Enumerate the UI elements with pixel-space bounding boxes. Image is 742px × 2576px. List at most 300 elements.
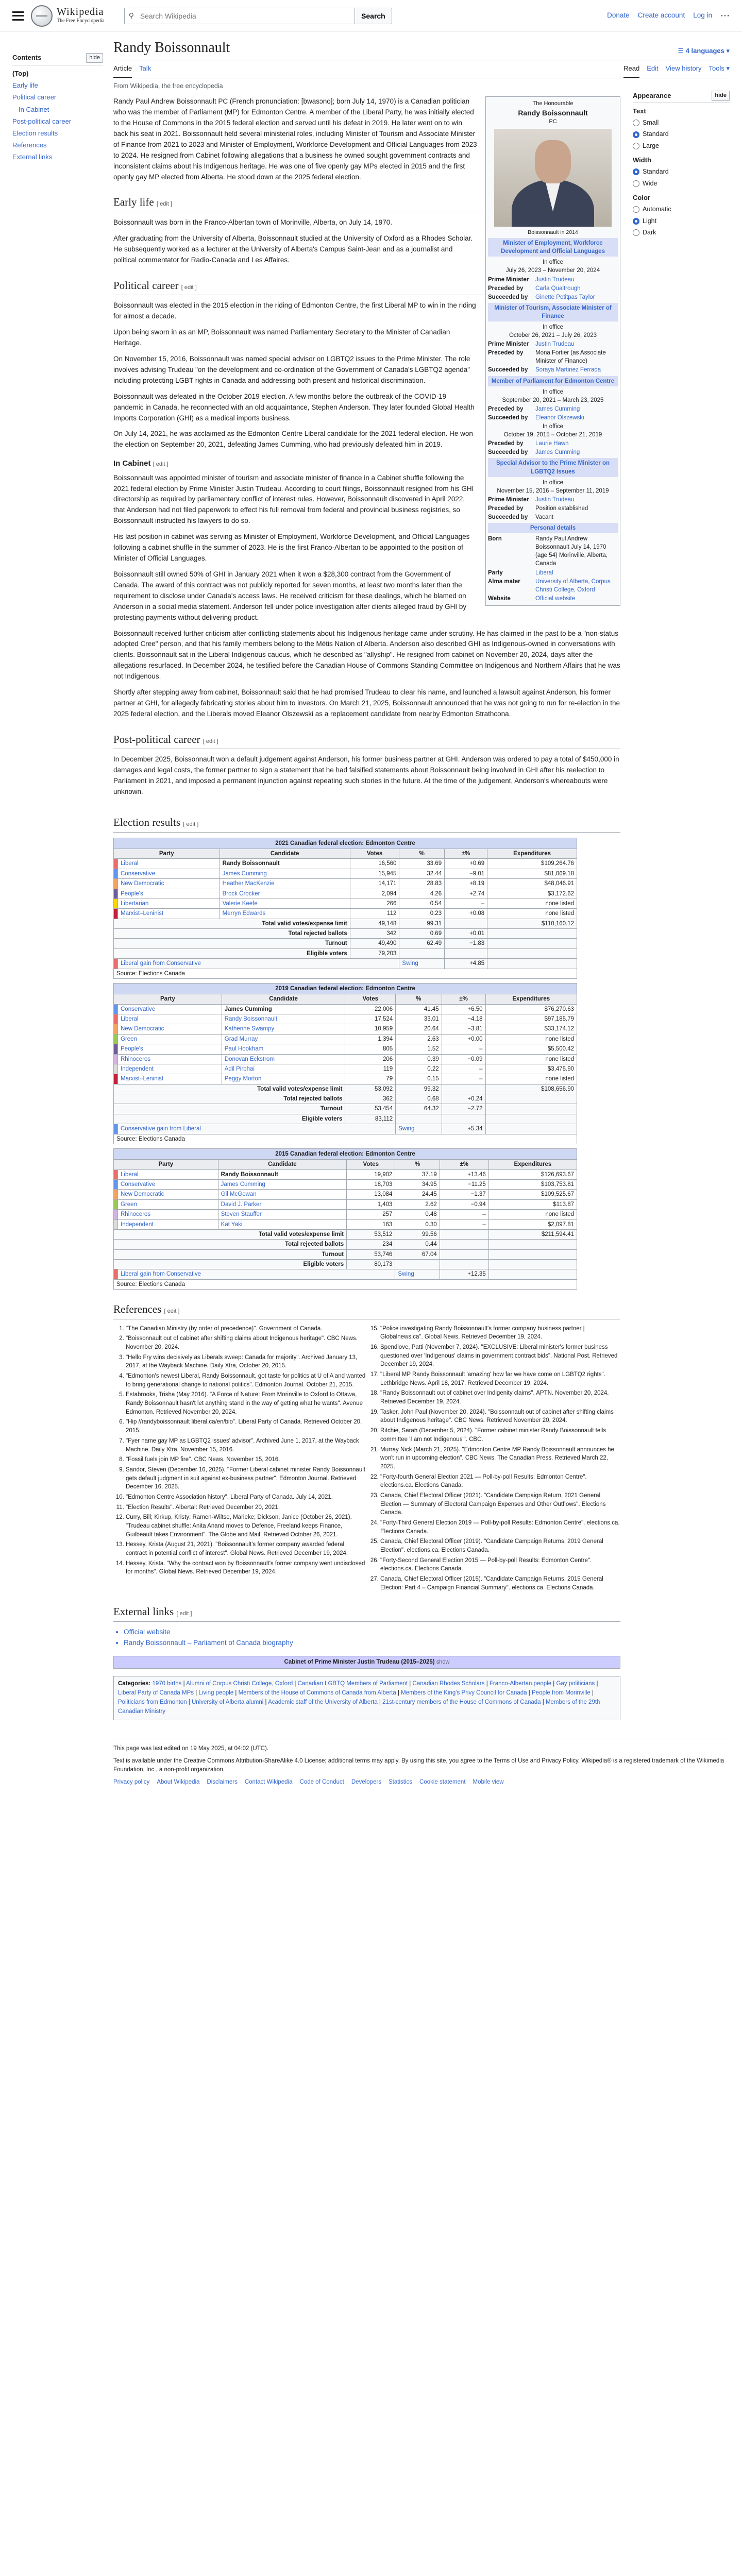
candidate-name[interactable]: James Cumming	[218, 1180, 346, 1190]
total-change	[445, 948, 487, 958]
table-row	[114, 1170, 577, 1179]
toc-item[interactable]: External links	[12, 153, 53, 161]
party-name[interactable]: Liberal	[118, 1014, 222, 1024]
expenditures: $33,174.12	[485, 1024, 577, 1034]
total-percent	[396, 1114, 442, 1124]
vote-percent: 37.19	[395, 1170, 440, 1179]
infobox-office-term: In office	[542, 479, 564, 486]
search-button[interactable]: Search	[355, 8, 392, 24]
candidate-name[interactable]: David J. Parker	[218, 1199, 346, 1209]
table-row	[114, 1044, 577, 1054]
gain-text[interactable]: Liberal gain from Conservative	[118, 959, 399, 969]
vote-change: +2.74	[445, 889, 487, 899]
edit-link[interactable]: [ edit ]	[176, 1611, 192, 1617]
candidate-name[interactable]: Merryn Edwards	[220, 909, 350, 919]
edit-link[interactable]: [ edit ]	[183, 821, 199, 828]
reference-item: 23. Canada, Chief Electoral Officer (2021). "Candidate Campaign Return, 2021 General Election — Summary of Electoral Campaign Expenses and Other Outflows". Elections Canada.	[380, 1492, 620, 1517]
total-label: Total rejected ballots	[114, 929, 350, 939]
infobox-value: Position established	[535, 505, 588, 512]
infobox-label: Succeeded by	[488, 414, 528, 421]
page-title: Randy Boissonnault	[113, 40, 230, 56]
vote-change: +0.00	[442, 1034, 485, 1044]
party-name[interactable]: People's	[118, 1044, 222, 1054]
candidate-name[interactable]: Katherine Swampy	[222, 1024, 345, 1034]
party-color-swatch	[114, 1269, 118, 1279]
total-label: Eligible voters	[114, 1260, 347, 1269]
election-table-caption	[113, 1148, 577, 1159]
category-link[interactable]: Franco-Albertan people	[489, 1681, 552, 1687]
infobox-row	[488, 366, 618, 374]
party-color-swatch	[114, 1054, 118, 1064]
reference-item: 16. Spendlove, Patti (November 7, 2024). "EXCLUSIVE: Liberal minister's former business questioned over 'Indigenous' claims in government contract bids". National Post. Retrieved December 19, 2024.	[380, 1343, 620, 1369]
party-name[interactable]: Independent	[118, 1219, 218, 1229]
total-label: Turnout	[114, 1104, 345, 1114]
vote-change: +0.08	[445, 909, 487, 919]
party-name[interactable]: Libertarian	[118, 899, 220, 908]
from-wikipedia: From Wikipedia, the free encyclopedia	[113, 82, 223, 90]
party-color-swatch	[114, 1024, 118, 1034]
external-links-list	[113, 1627, 620, 1649]
table-row	[114, 859, 577, 869]
category-link[interactable]: Politicians from Edmonton	[118, 1699, 187, 1706]
category-link[interactable]: Members of the House of Commons of Canada from Alberta	[238, 1690, 396, 1697]
election-table	[113, 838, 577, 979]
party-name[interactable]: Conservative	[118, 1180, 218, 1190]
vote-count: 266	[350, 899, 399, 908]
party-color-swatch	[114, 959, 118, 969]
footer-link[interactable]: Disclaimers	[207, 1779, 238, 1786]
candidate-name[interactable]: Kat Yaki	[218, 1219, 346, 1229]
party-name[interactable]: New Democratic	[118, 1024, 222, 1034]
appearance-option[interactable]	[633, 129, 730, 139]
expenditures: none listed	[485, 1034, 577, 1044]
external-link[interactable]: • Official website	[124, 1627, 620, 1638]
candidate-name[interactable]: Donovan Eckstrom	[222, 1054, 345, 1064]
column-header: ±%	[442, 994, 485, 1004]
toc-item[interactable]: Post-political career	[12, 117, 72, 125]
vote-percent: 24.45	[395, 1190, 440, 1199]
party-name[interactable]: Green	[118, 1034, 222, 1044]
source-text: Source: Elections Canada	[114, 1134, 577, 1144]
option-label: Dark	[643, 228, 656, 236]
expenditures: $97,185.79	[485, 1014, 577, 1024]
vote-change: +8.19	[445, 879, 487, 889]
party-color-swatch	[114, 889, 118, 899]
vote-change: +0.69	[445, 859, 487, 869]
footer-link[interactable]: Developers	[351, 1779, 382, 1786]
gain-text[interactable]: Conservative gain from Liberal	[118, 1124, 396, 1134]
vote-count: 17,524	[345, 1014, 396, 1024]
language-button[interactable]: ☰ 4 languages ▾	[678, 47, 730, 55]
infobox-section-header[interactable]: Personal details	[488, 523, 618, 533]
infobox-row	[488, 569, 618, 577]
vote-percent: 33.01	[396, 1014, 442, 1024]
vote-percent: 41.45	[396, 1004, 442, 1014]
infobox-row	[488, 276, 618, 284]
candidate-name[interactable]: Peggy Morton	[222, 1074, 345, 1084]
total-change	[445, 919, 487, 928]
edit-link[interactable]: [ edit ]	[153, 461, 168, 468]
vote-change: +6.50	[442, 1004, 485, 1014]
navbox-toggle[interactable]: show	[436, 1658, 450, 1665]
footer-link[interactable]: About Wikipedia	[157, 1779, 200, 1786]
total-votes: 49,148	[350, 919, 399, 928]
total-row	[114, 1240, 577, 1249]
total-change: +0.24	[442, 1094, 485, 1104]
infobox-label: Preceded by	[488, 440, 524, 447]
infobox-label: Succeeded by	[488, 367, 528, 374]
total-percent	[399, 948, 445, 958]
infobox-value[interactable]: Eleanor Olszewski	[535, 414, 584, 421]
column-header: Candidate	[218, 1160, 346, 1170]
candidate-name[interactable]: Valerie Keefe	[220, 899, 350, 908]
total-change: −1.83	[445, 939, 487, 948]
candidate-name: Randy Boissonnault	[218, 1170, 346, 1179]
appearance-hide-button[interactable]: hide	[712, 91, 730, 101]
external-link[interactable]: • Randy Boissonnault – Parliament of Canada biography	[124, 1638, 620, 1649]
total-label: Eligible voters	[114, 1114, 345, 1124]
reference-item: 17. "Liberal MP Randy Boissonnault 'amazing' how far we have come on LGBTQ2 rights". Lethbridge News. April 18, 2017. Retrieved December 19, 2024.	[380, 1370, 620, 1387]
gain-row	[114, 1124, 577, 1134]
candidate-name[interactable]: Gil McGowan	[218, 1190, 346, 1199]
caption-text: 2015 Canadian federal election: Edmonton Centre	[275, 1150, 415, 1157]
infobox-value[interactable]: James Cumming	[535, 405, 580, 412]
radio-button[interactable]	[633, 120, 639, 126]
appearance-option[interactable]	[633, 228, 730, 238]
infobox-value[interactable]: Official website	[535, 595, 576, 602]
total-change	[440, 1229, 488, 1239]
category-link[interactable]: 1970 births	[152, 1681, 182, 1687]
total-change	[440, 1260, 488, 1269]
party-name[interactable]: New Democratic	[118, 1190, 218, 1199]
infobox-label: Prime Minister	[488, 276, 529, 283]
category-link[interactable]: Alumni of Corpus Christi College, Oxford	[186, 1681, 293, 1687]
total-label: Total valid votes/expense limit	[114, 1229, 347, 1239]
option-label: Automatic	[643, 206, 671, 213]
candidate-name[interactable]: James Cumming	[220, 869, 350, 878]
tab-edit[interactable]: Edit	[647, 64, 659, 72]
appearance-option[interactable]	[633, 141, 730, 151]
edit-link[interactable]: [ edit ]	[181, 284, 197, 291]
infobox-section-header[interactable]: Special Advisor to the Prime Minister on LGBTQ2 Issues	[488, 458, 618, 477]
category-link[interactable]: Members of the King's Privy Council for Canada	[401, 1690, 527, 1697]
party-name[interactable]: Conservative	[118, 1004, 222, 1014]
infobox-section-header[interactable]: Minister of Employment, Workforce Development and Official Languages	[488, 238, 618, 257]
log-in-link[interactable]: Log in	[693, 11, 712, 20]
candidate-name[interactable]: Steven Stauffer	[218, 1210, 346, 1219]
caption-text: 2019 Canadian federal election: Edmonton Centre	[275, 985, 415, 992]
infobox-label: Party	[488, 569, 503, 576]
total-change	[440, 1249, 488, 1259]
search-input[interactable]	[124, 8, 355, 24]
infobox-row	[488, 439, 618, 448]
infobox-office-term: November 15, 2016 – September 11, 2019	[497, 487, 609, 494]
toc-item[interactable]: (Top)	[12, 70, 29, 78]
empty-cell	[487, 959, 577, 969]
party-name[interactable]: Marxist–Leninist	[118, 909, 220, 919]
infobox-value[interactable]: Justin Trudeau	[535, 496, 575, 503]
category-link[interactable]: University of Alberta alumni	[191, 1699, 264, 1706]
total-expenditures	[488, 1240, 577, 1249]
total-expenditures	[488, 1249, 577, 1259]
edit-link[interactable]: [ edit ]	[203, 738, 218, 744]
toc-hide-button[interactable]: hide	[86, 53, 103, 63]
candidate-name[interactable]: Paul Hookham	[222, 1044, 345, 1054]
party-color-swatch	[114, 1044, 118, 1054]
vote-change: –	[442, 1044, 485, 1054]
infobox-rows	[488, 238, 618, 603]
footer-link[interactable]: Mobile view	[473, 1779, 504, 1786]
party-name[interactable]: Liberal	[118, 1170, 218, 1179]
category-link[interactable]: Academic staff of the University of Alberta	[268, 1699, 378, 1706]
infobox-row	[488, 496, 618, 504]
expenditures: $2,097.81	[488, 1219, 577, 1229]
swing-label[interactable]: Swing	[396, 1124, 442, 1134]
category-link[interactable]: Canadian Rhodes Scholars	[412, 1681, 485, 1687]
vote-change: −1.37	[440, 1190, 488, 1199]
tab-talk[interactable]: Talk	[139, 64, 151, 72]
column-header: %	[395, 1160, 440, 1170]
swing-value: +4.85	[445, 959, 487, 969]
party-name[interactable]: Rhinoceros	[118, 1054, 222, 1064]
total-percent: 0.69	[399, 929, 445, 939]
vote-percent: 0.30	[395, 1219, 440, 1229]
tab-read[interactable]: Read	[623, 60, 639, 78]
tab-article[interactable]: Article	[113, 60, 132, 78]
party-color-swatch	[114, 1124, 118, 1134]
reference-item: 25. Canada, Chief Electoral Officer (2019). "Candidate Campaign Returns, 2019 General Election". elections.ca. Elections Canada.	[380, 1537, 620, 1554]
candidate-name[interactable]: Brock Crocker	[220, 889, 350, 899]
total-percent: 64.32	[396, 1104, 442, 1114]
empty-cell	[488, 1269, 577, 1279]
vote-change: −11.25	[440, 1180, 488, 1190]
party-color-swatch	[114, 1014, 118, 1024]
infobox-value[interactable]: James Cumming	[535, 449, 580, 456]
radio-button[interactable]	[633, 218, 639, 225]
total-row	[114, 1114, 577, 1124]
paragraph: Upon being sworn in as an MP, Boissonnault was named Parliamentary Secretary to the Minister of Canadian Heritage.	[113, 328, 450, 347]
infobox-label: Preceded by	[488, 350, 524, 357]
vote-count: 2,094	[350, 889, 399, 899]
candidate-name[interactable]: Adil Pirbhai	[222, 1064, 345, 1074]
heading-references: References [ edit ]	[113, 1301, 620, 1319]
tab-history[interactable]: View history	[665, 64, 702, 72]
vote-count: 18,703	[347, 1180, 395, 1190]
category-link[interactable]: Living people	[198, 1690, 234, 1697]
vote-percent: 1.52	[396, 1044, 442, 1054]
infobox-value[interactable]: Laurie Hawn	[535, 440, 569, 447]
paragraph: Shortly after stepping away from cabinet, Boissonnault said that he had promised Trudeau to clear his name, and launched a lawsuit against Anderson, his former partner at GHI, for allegedly fabricating stories about him to investors. On March 21, 2025, Boissonnault announced that he was not going to run for re-election in the 2025 federal election, and the Liberals moved Eleanor Olszewski as a replacement candidate from nearby Edmonton Strathcona.	[113, 688, 620, 718]
infobox-label: Prime Minister	[488, 341, 529, 348]
table-row	[114, 1074, 577, 1084]
footer-link[interactable]: Cookie statement	[419, 1779, 466, 1786]
election-results	[113, 838, 620, 1290]
party-color-swatch	[114, 1219, 118, 1229]
footer-link[interactable]: Statistics	[389, 1779, 413, 1786]
total-votes: 53,092	[345, 1084, 396, 1094]
appearance-header: Appearance hide	[633, 91, 730, 103]
reference-item: 18. "Randy Boissonnault out of cabinet over Indigenity claims". APTN. November 20, 2024. Retrieved December 19, 2024.	[380, 1389, 620, 1406]
total-percent: 99.32	[396, 1084, 442, 1094]
total-expenditures	[485, 1114, 577, 1124]
total-expenditures	[485, 1104, 577, 1114]
total-row	[114, 929, 577, 939]
swing-label[interactable]: Swing	[399, 959, 445, 969]
appearance-panel	[633, 78, 730, 1727]
column-header: Candidate	[220, 849, 350, 859]
expenditures: $103,753.81	[488, 1180, 577, 1190]
appearance-option[interactable]	[633, 205, 730, 214]
infobox-label: Preceded by	[488, 505, 524, 512]
portrait-photo[interactable]	[494, 129, 612, 227]
party-color-swatch	[114, 1190, 118, 1199]
infobox-value[interactable]: Liberal	[535, 569, 553, 576]
swing-value: +5.34	[442, 1124, 485, 1134]
appearance-option[interactable]	[633, 216, 730, 226]
reference-item: 11. "Election Results". Alberta!: Retrieved December 20, 2021.	[126, 1503, 366, 1512]
infobox-value: Vacant	[535, 514, 553, 520]
toc-item[interactable]: Early life	[12, 81, 38, 90]
total-votes: 53,512	[347, 1229, 395, 1239]
heading-post-political: Post-political career [ edit ]	[113, 731, 620, 750]
total-row	[114, 1260, 577, 1269]
total-expenditures	[487, 939, 577, 948]
radio-button[interactable]	[633, 206, 639, 213]
vote-change: –	[445, 899, 487, 908]
footer-links	[113, 1778, 730, 1787]
category-link[interactable]: Members of the 29th Canadian Ministry	[118, 1699, 600, 1715]
candidate-name[interactable]: Grad Murray	[222, 1034, 345, 1044]
infobox-section-header[interactable]: Member of Parliament for Edmonton Centre	[488, 376, 618, 386]
main-menu-icon[interactable]	[12, 11, 24, 21]
infobox-value[interactable]: University of Alberta, Corpus Christi College, Oxford	[535, 578, 611, 593]
create-account-link[interactable]: Create account	[637, 11, 685, 20]
title-bar	[113, 32, 730, 60]
reference-item: 27. Canada, Chief Electoral Officer (2015). "Candidate Campaign Returns, 2015 General Election: Part 4 – Campaign Financial Summary". elections.ca. Elections Canada.	[380, 1575, 620, 1592]
toc-item[interactable]: Election results	[12, 129, 58, 137]
edit-link[interactable]: [ edit ]	[164, 1308, 180, 1315]
vote-percent: 0.48	[395, 1210, 440, 1219]
infobox-value[interactable]: Ginette Petitpas Taylor	[535, 294, 595, 300]
reference-item: 7. "Fyer name gay MP as LGBTQ2 issues' advisor". Archived June 1, 2017, at the Wayback Machine. Daily Xtra, November 15, 2016.	[126, 1437, 366, 1454]
infobox-office-term: October 19, 2015 – October 21, 2019	[503, 432, 602, 438]
category-link[interactable]: Canadian LGBTQ Members of Parliament	[297, 1681, 408, 1687]
total-expenditures: $108,656.90	[485, 1084, 577, 1094]
category-link[interactable]: People from Morinville	[532, 1690, 591, 1697]
infobox-value[interactable]: Soraya Martinez Ferrada	[535, 367, 601, 374]
swing-label[interactable]: Swing	[395, 1269, 440, 1279]
infobox-postnominal: PC	[549, 118, 557, 125]
total-percent: 62.49	[399, 939, 445, 948]
column-header: Votes	[347, 1160, 395, 1170]
paragraph: Boissonnault was elected in the 2015 election in the riding of Edmonton Centre, the first Liberal MP to win in the riding for almost a decade.	[113, 301, 476, 320]
option-label: Small	[643, 119, 659, 127]
total-row	[114, 948, 577, 958]
party-name[interactable]: Rhinoceros	[118, 1210, 218, 1219]
edit-link[interactable]: [ edit ]	[156, 201, 172, 208]
candidate-name[interactable]: Randy Boissonnault	[222, 1014, 345, 1024]
toc-item[interactable]: References	[12, 141, 47, 149]
radio-button[interactable]	[633, 168, 639, 175]
vote-count: 16,560	[350, 859, 399, 869]
more-options-icon[interactable]: ⋯	[720, 10, 730, 21]
candidate-name[interactable]: Heather MacKenzie	[220, 879, 350, 889]
tab-tools[interactable]: Tools ▾	[709, 60, 730, 78]
appearance-option[interactable]	[633, 179, 730, 189]
infobox-value[interactable]: Justin Trudeau	[535, 341, 575, 348]
election-table	[113, 1148, 577, 1290]
donate-link[interactable]: Donate	[607, 11, 630, 20]
paragraph: Boissonnault was defeated in the October 2019 election. A few months before the outbreak of the COVID-19 pandemic in Canada, he reconnected with an old acquaintance, Stephen Anderson. They later founded Global Health Imports Corporation (GHI) as a medical imports business.	[113, 392, 475, 422]
infobox-label: Succeeded by	[488, 449, 528, 456]
source-row	[114, 1134, 577, 1144]
total-change	[440, 1240, 488, 1249]
party-name[interactable]: Independent	[118, 1064, 222, 1074]
column-header: %	[396, 994, 442, 1004]
footer-link[interactable]: Contact Wikipedia	[244, 1779, 293, 1786]
category-link[interactable]: Liberal Party of Canada MPs	[118, 1690, 194, 1697]
party-name[interactable]: New Democratic	[118, 879, 220, 889]
reference-item: 3. "Hello Fry wins decisively as Liberals sweep: Canada for majority". Archived January 13, 2017, at the Wayback Machine. Daily Xtra, October 20, 2015.	[126, 1353, 366, 1370]
table-row	[114, 1064, 577, 1074]
total-label: Total rejected ballots	[114, 1240, 347, 1249]
party-name[interactable]: Conservative	[118, 869, 220, 878]
wikipedia-logo[interactable]	[31, 5, 105, 27]
radio-button[interactable]	[633, 229, 639, 236]
footer-link[interactable]: Privacy policy	[113, 1779, 150, 1786]
infobox-row	[488, 535, 618, 568]
option-label: Light	[643, 217, 657, 225]
vote-count: 79	[345, 1074, 396, 1084]
radio-button[interactable]	[633, 131, 639, 138]
source-text: Source: Elections Canada	[114, 969, 577, 978]
toc-item[interactable]: Political career	[12, 93, 57, 101]
toc-item[interactable]: In Cabinet	[19, 105, 49, 113]
heading-external-links: External links [ edit ]	[113, 1603, 620, 1622]
category-link[interactable]: Gay politicians	[556, 1681, 595, 1687]
infobox-value[interactable]: Justin Trudeau	[535, 276, 575, 283]
gain-text[interactable]: Liberal gain from Conservative	[118, 1269, 395, 1279]
infobox-value[interactable]: Carla Qualtrough	[535, 285, 581, 292]
appearance-option[interactable]	[633, 167, 730, 177]
infobox-name: Randy Boissonnault	[518, 108, 588, 117]
vote-percent: 28.83	[399, 879, 445, 889]
total-expenditures	[485, 1094, 577, 1104]
category-link[interactable]: 21st-century members of the House of Commons of Canada	[382, 1699, 541, 1706]
infobox-label: Born	[488, 536, 502, 543]
party-name[interactable]: Green	[118, 1199, 218, 1209]
table-row	[114, 1014, 577, 1024]
expenditures: none listed	[487, 899, 577, 908]
footer-link[interactable]: Code of Conduct	[299, 1779, 344, 1786]
infobox-section-header[interactable]: Minister of Tourism, Associate Minister of Finance	[488, 303, 618, 321]
reference-item: 19. Tasker, John Paul (November 20, 2024). "Boissonnault out of cabinet after shifting claims about Indigenous heritage". CBC News. Retrieved November 20, 2024.	[380, 1408, 620, 1425]
radio-button[interactable]	[633, 180, 639, 187]
party-name[interactable]: People's	[118, 889, 220, 899]
party-name[interactable]: Marxist–Leninist	[118, 1074, 222, 1084]
election-table-caption	[113, 838, 577, 849]
party-color-swatch	[114, 879, 118, 889]
paragraph: Boissonnault received further criticism after conflicting statements about his Indigenous heritage came under scrutiny. He has claimed in the past to be a "non-status adopted Cree" person, and that his family members belong to the Métis Nation of Alberta. Anderson also described GHI as Indigenous-owned in conversations with clients. Boissonnault sat in the Liberal Indigenous caucus, which he described as "allyship". He resigned from cabinet on November 20, 2024, days after the allegations resurfaced. In December 2024, he testified before the Canadian House of Commons Standing Committee on Indigenous and Northern Affairs that he was not Indigenous.	[113, 629, 620, 681]
color-label: Color	[633, 194, 650, 202]
appearance-option[interactable]	[633, 118, 730, 128]
site-header	[0, 0, 742, 32]
table-of-contents	[12, 32, 103, 1727]
photo-caption: Boissonnault in 2014	[528, 229, 578, 236]
radio-button[interactable]	[633, 143, 639, 149]
tagline: The Free Encyclopedia	[57, 18, 105, 24]
party-name[interactable]: Liberal	[118, 859, 220, 869]
